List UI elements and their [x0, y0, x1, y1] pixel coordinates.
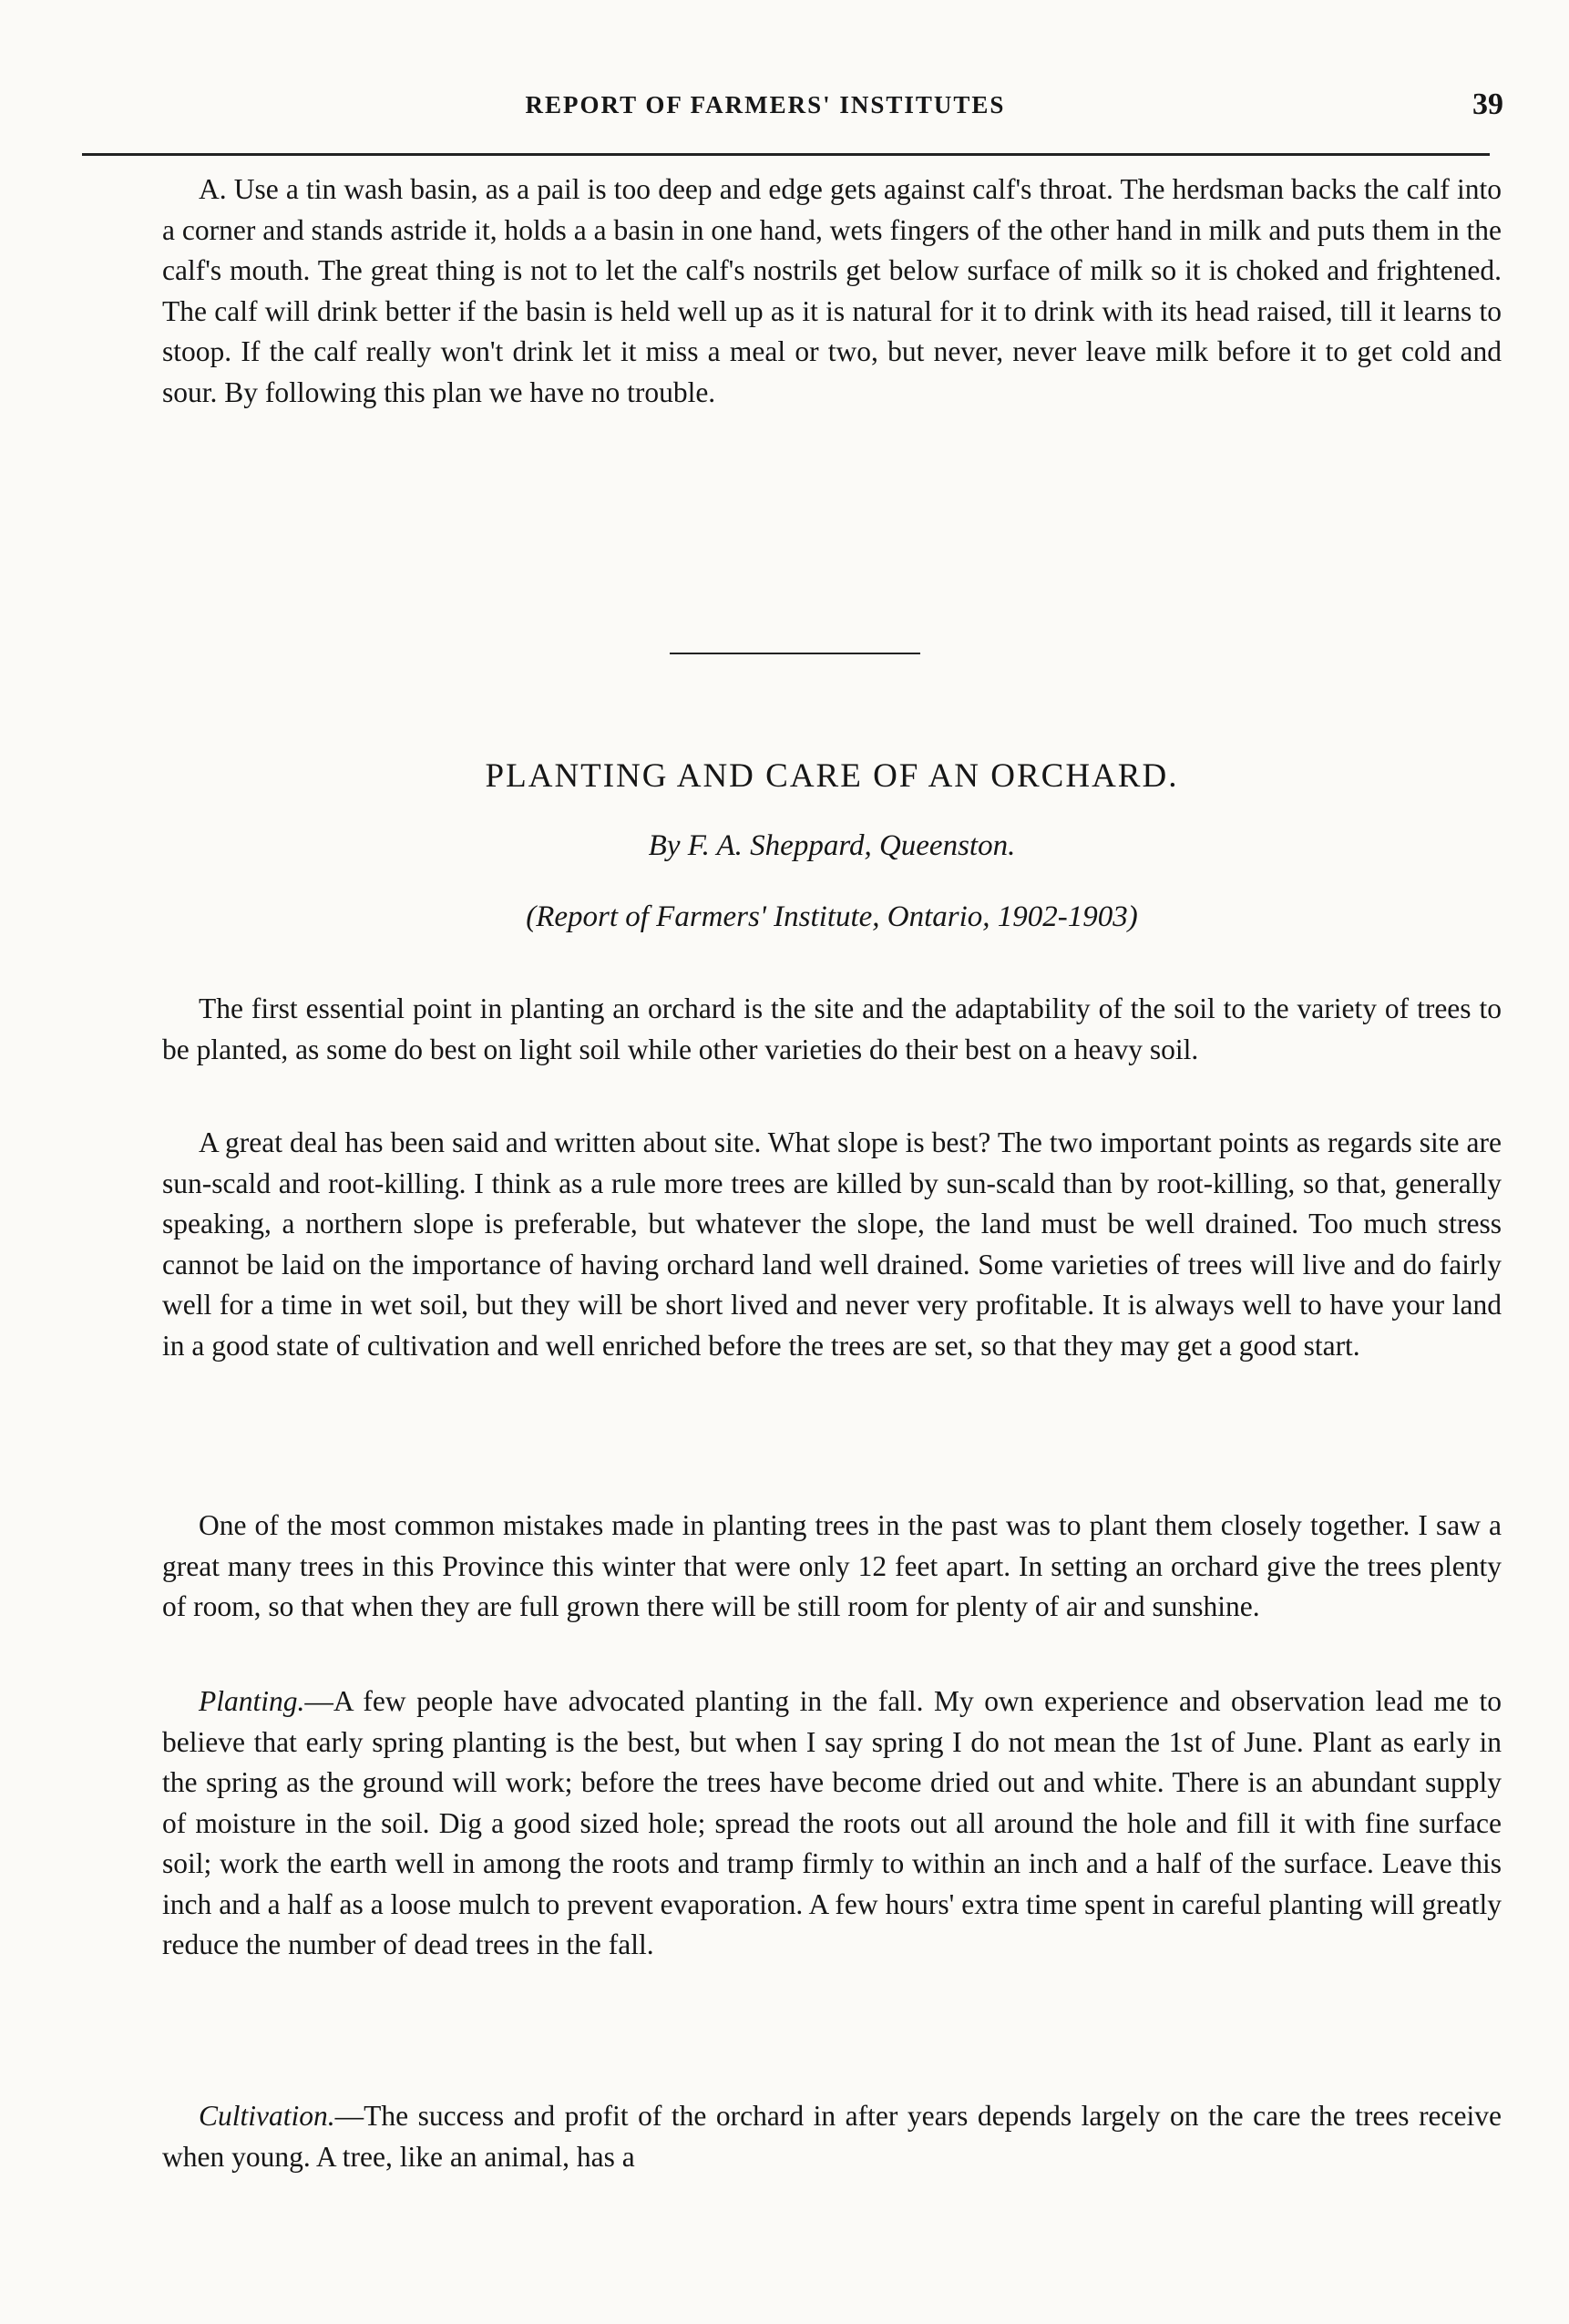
header-rule: [82, 153, 1490, 156]
article-title: PLANTING AND CARE OF AN ORCHARD.: [485, 757, 1179, 795]
article-byline: By F. A. Sheppard, Queenston.: [648, 829, 1016, 862]
cultivation-heading: Cultivation.: [199, 2100, 335, 2132]
paragraph-site-slope: A great deal has been said and written about site. What slope is best? The two important points as regards site are sun-scald and root-killing. I think as a rule more trees are killed by sun-scald than by root-killing, so that, generally speaking, a northern slope is preferable, but whatever the slope, the land must be well drained. Too much stress cannot be laid on the importance of having orchard land well drained. Some varieties of trees will live and do fairly well for a time in wet soil, but they will be short lived and never very profitable. It is always well to have your land in a good state of cultivation and well enriched before the trees are set, so that they may get a good start.: [162, 1126, 1502, 1362]
page-header: [146, 73, 1513, 128]
planting-heading: Planting.: [199, 1685, 305, 1717]
page-number: 39: [1472, 87, 1503, 121]
paragraph-site-soil: The first essential point in planting an orchard is the site and the adaptability of the soil to the variety of trees to be planted, as some do best on light soil while other varieties do their best on a heavy soil.: [162, 992, 1502, 1065]
paragraph-planting: [162, 1681, 1502, 1966]
paragraph-cultivation: [162, 2096, 1502, 2177]
section-separator: [670, 653, 920, 654]
running-title: REPORT OF FARMERS' INSTITUTES: [525, 91, 1006, 118]
planting-text: —A few people have advocated planting in the fall. My own experience and observation lead me to believe that early spring planting is the best, but when I say spring I do not mean the 1st of June. Plant as early in the spring as the ground will work; before the trees have become dried out and white. There is an abundant supply of moisture in the soil. Dig a good sized hole; spread the roots out all around the hole and fill it with fine surface soil; work the earth well in among the roots and tramp firmly to within an inch and a half of the surface. Leave this inch and a half as a loose mulch to prevent evaporation. A few hours' extra time spent in careful planting will greatly reduce the number of dead trees in the fall.: [162, 1685, 1502, 1960]
previous-article-paragraph: A. Use a tin wash basin, as a pail is too deep and edge gets against calf's throat. The herdsman backs the calf into a corner and stands astride it, holds a a basin in one hand, wets fingers of the other hand in milk and puts them in the calf's mouth. The great thing is not to let the calf's nostrils get below surface of milk so it is choked and frightened. The calf will drink better if the basin is held well up as it is natural for it to drink with its head raised, till it learns to stoop. If the calf really won't drink let it miss a meal or two, but never, never leave milk before it to get cold and sour. By following this plan we have no trouble.: [162, 173, 1502, 408]
cultivation-text: —The success and profit of the orchard in after years depends largely on the care the trees receive when young. A tree, like an animal, has a: [162, 2100, 1502, 2173]
paragraph-spacing: One of the most common mistakes made in planting trees in the past was to plant them closely together. I saw a great many trees in this Province this winter that were only 12 feet apart. In setting an orchard give the trees plenty of room, so that when they are full grown there will be still room for plenty of air and sunshine.: [162, 1509, 1502, 1622]
article-source: (Report of Farmers' Institute, Ontario, 1902-1903): [526, 900, 1138, 933]
